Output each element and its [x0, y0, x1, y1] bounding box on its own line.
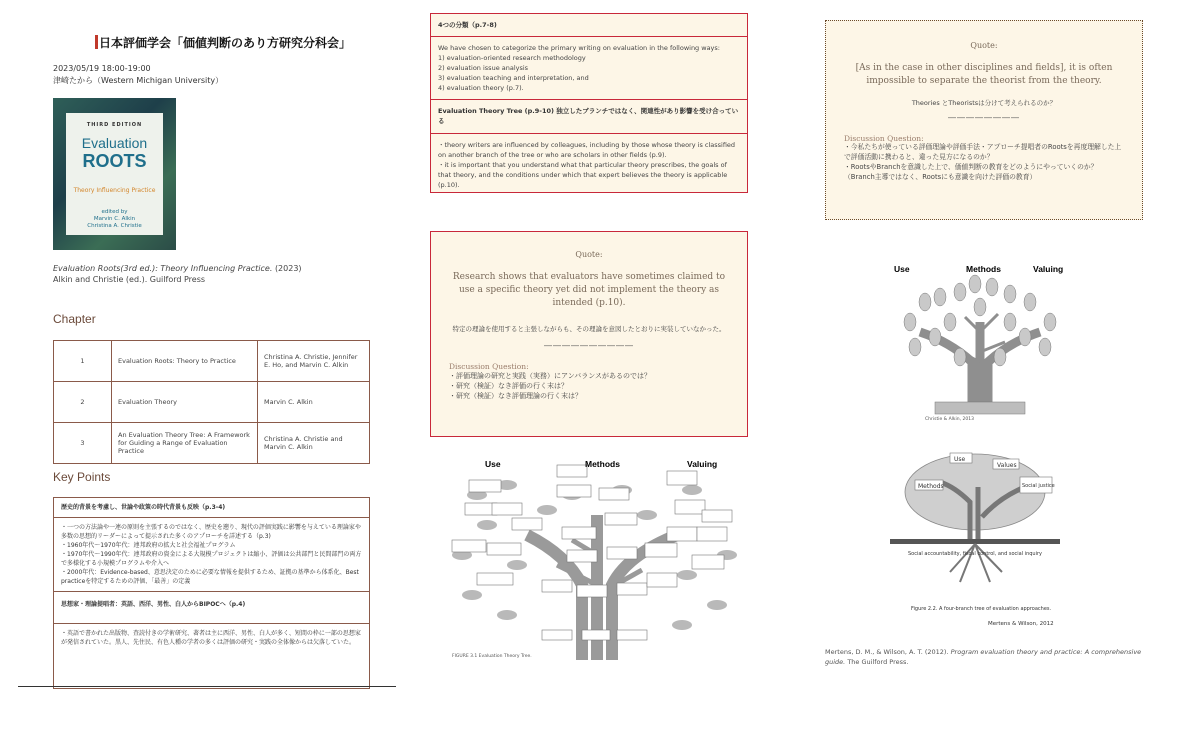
title-text: 日本評価学会「価値判断のあり方研究分科会」 [99, 36, 352, 50]
citation-authors: Alkin and Christie (ed.). Guilford Press [53, 274, 206, 284]
list-item: 3) evaluation teaching and interpretation, and [438, 74, 589, 83]
theory-tree-figure-small [880, 262, 1080, 432]
list-item: 4) evaluation theory (p.7). [438, 84, 524, 93]
table-row [54, 382, 370, 423]
branch-values: Values [997, 462, 1017, 469]
quote-box-1[interactable] [430, 231, 748, 437]
key-point-bullet: ・1970年代〜1990年代：連邦政府の資金による大規模プロジェクトは縮小、評価は公共部門と民間部門の両方で多様化する小規模プログラムや介入へ [61, 551, 362, 567]
chapter-num: 2 [54, 382, 112, 423]
divider-line [18, 686, 396, 687]
page-title [95, 34, 351, 51]
discussion-item: ・今私たちが使っている評価理論や評価手法・アプローチ提唱者のRootsを再度理解した上で評価活動に携わると、違った見方になるのか？ [844, 143, 1122, 161]
book-editors [66, 209, 163, 230]
book-citation[interactable] [53, 264, 353, 286]
key-point-bullet: ・2000年代：Evidence-based、意思決定のために必要な情報を提供するため、証拠の基準から体系化、Best practiceを特定するための評価、「最善」の定義 [61, 569, 359, 585]
tree-branch-label-use: Use [485, 459, 501, 469]
table-row [54, 423, 370, 464]
key-point-section-head: 歴史的背景を考慮し、世論や政策の時代背景も反映（p.3-4) [54, 498, 369, 518]
tree-branch-label-methods: Methods [966, 264, 1001, 274]
reference-publisher: The Guilford Press. [847, 657, 909, 666]
table-row [54, 341, 370, 382]
separator-dashes: ―――――――― [948, 113, 1020, 123]
edited-by: edited by [101, 209, 128, 215]
figure-source: Christie & Alkin, 2013 [925, 417, 974, 422]
separator-dashes: ―――――――――― [544, 341, 634, 351]
discussion-item: ・RootsやBranchを意識した上で、価値判断の教育をどのようにやっていくのか？（Branch主導ではなく、Rootsにも意識を向けた評価の教育） [844, 162, 1098, 181]
editor-1: Marvin C. Alkin [93, 216, 136, 223]
list-item: 1) evaluation-oriented research methodology [438, 54, 586, 63]
key-point-text: ・一つの方法論や一連の原則を主張するのではなく、歴史を遡り、現代の評価実践に影響を与えている理論家や多数の思想的リーダーによって提示された多くのアプローチを詳述する（p.3) [61, 524, 361, 540]
chapter-title: An Evaluation Theory Tree: A Framework for Guiding a Range of Evaluation Practice [112, 423, 258, 464]
branch-use: Use [954, 456, 966, 463]
discussion-item: ・研究（検証）なき評価理論の行く末は？ [449, 392, 582, 401]
theory-tree-notes [431, 134, 747, 196]
reference-authors: Mertens, D. M., & Wilson, A. T. (2012). [825, 648, 949, 656]
figure-source: Mertens & Wilson, 2012 [988, 621, 1054, 627]
categories-box[interactable] [430, 13, 748, 193]
chapter-title: Evaluation Theory [112, 382, 258, 423]
discussion-label: Discussion Question: [844, 134, 924, 144]
tree-branch-label-use: Use [894, 264, 910, 274]
figure-caption: Figure 2.2. A four-branch tree of evaluation approaches. [911, 606, 1052, 612]
evaluation-theory-tree-figure [447, 455, 742, 660]
citation-year: (2023) [274, 264, 302, 273]
reference-citation [825, 648, 1145, 668]
tree-branch-label-valuing: Valuing [687, 459, 718, 469]
quote-text: [As in the case in other disciplines and fields], it is often impossible to separate the theorist from the theory. [855, 63, 1113, 87]
book-cover[interactable] [53, 98, 176, 250]
key-points-heading: Key Points [53, 470, 111, 484]
list-item: ・it is important that you understand what that particular theory prescribes, the goals of that theory, and the conditions under which that expert believes the theory is applicable (p.10). [438, 160, 728, 189]
book-title-line2: ROOTS [82, 151, 147, 171]
key-point-section-head: 思想家・理論提唱者：英語、西洋、男性、白人からBIPOCへ（p.4) [54, 592, 369, 624]
quote-label: Quote: [970, 41, 998, 50]
chapter-num: 1 [54, 341, 112, 382]
categories-intro: We have chosen to categorize the primary writing on evaluation in the following ways: [438, 44, 720, 53]
quote-text: Research shows that evaluators have sometimes claimed to use a specific theory yet did not implement the theory as intended (p.10). [452, 272, 726, 309]
tree-roots-label: Social accountability, fiscal control, and social inquiry [907, 551, 1043, 557]
discussion-item: ・評価理論の研究と実践（実務）にアンバランスがあるのでは？ [449, 372, 652, 381]
discussion-block [449, 362, 729, 401]
discussion-block [844, 134, 1124, 182]
key-point-bullet: ・1960年代〜1970年代：連邦政府の拡大と社会福祉プログラム [61, 542, 236, 549]
tree-branch-label-methods: Methods [585, 459, 620, 469]
text-cursor [95, 35, 98, 49]
presenter: 津崎たから（Western Michigan University） [53, 76, 224, 85]
categories-list [431, 37, 747, 99]
editor-2: Christina A. Christie [87, 223, 142, 230]
branch-methods: Methods [918, 483, 944, 490]
list-item: 2) evaluation issue analysis [438, 64, 529, 73]
branch-social-justice: Social justice [1022, 483, 1055, 489]
list-item: ・theory writers are influenced by colleagues, including by those whose theory is classified on another branch of the tree or who are scholars in other fields (p.9). [438, 140, 736, 159]
citation-title: Evaluation Roots(3rd ed.): Theory Influencing Practice. [53, 264, 273, 273]
quote-question: Theories とTheoristsは分けて考えられるのか？ [911, 99, 1057, 108]
book-cover-panel [66, 113, 163, 235]
book-title-line1: Evaluation [81, 135, 148, 151]
key-point-section-body [54, 518, 369, 592]
chapter-author: Christina A. Christie and Marvin C. Alkin [258, 423, 370, 464]
box-heading: Evaluation Theory Tree (p.9-10) 独立したブランチではなく、関連性があり影響を受け合っている [431, 100, 747, 133]
reference-title: Program evaluation theory and practice: A comprehensive guide. [825, 648, 1142, 666]
chapter-author: Marvin C. Alkin [258, 382, 370, 423]
key-points-table [53, 497, 370, 689]
tree-branch-label-valuing: Valuing [1033, 264, 1064, 274]
four-branch-tree-figure [890, 447, 1060, 597]
quote-box-2[interactable] [825, 20, 1143, 220]
box-heading: 4つの分類（p.7-8) [431, 14, 747, 37]
event-datetime: 2023/05/19 18:00-19:00 [53, 64, 151, 73]
chapter-author: Christina A. Christie, Jennifer E. Ho, and Marvin C. Alkin [258, 341, 370, 382]
chapter-num: 3 [54, 423, 112, 464]
key-point-section-body: ・英語で書かれた出版物、査読付きの学術研究、著者は主に西洋、男性、白人が多く、短間の枠に一部の思想家が発信されていた。黒人、先住民、有色人種の学者の多くは評価の研究・実践の全体像からは欠落していた。 [61, 630, 361, 646]
book-subtitle: Theory Influencing Practice [73, 187, 156, 194]
chapter-table [53, 340, 370, 464]
quote-label: Quote: [575, 250, 603, 259]
quote-translation: 特定の理論を使用すると主張しながらも、その理論を意図したとおりに実装していなかった。 [452, 325, 726, 334]
chapter-heading: Chapter [53, 312, 96, 326]
discussion-label: Discussion Question: [449, 362, 529, 372]
figure-caption: FIGURE 3.1 Evaluation Theory Tree. [452, 654, 532, 659]
book-edition: THIRD EDITION [86, 122, 143, 128]
chapter-title: Evaluation Roots: Theory to Practice [112, 341, 258, 382]
discussion-item: ・研究（検証）なき評価の行く末は？ [449, 382, 568, 391]
